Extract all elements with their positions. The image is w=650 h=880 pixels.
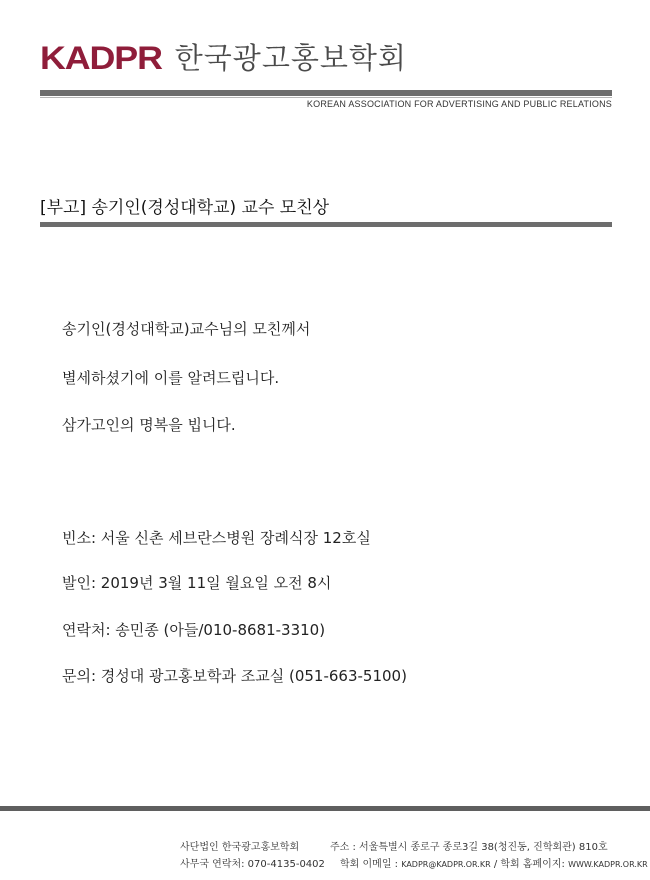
org-tagline: KOREAN ASSOCIATION FOR ADVERTISING AND PUBLIC RELATIONS bbox=[306, 99, 612, 109]
detail-funeral-hall: 빈소: 서울 신촌 세브란스병원 장례식장 12호실 bbox=[62, 529, 371, 547]
footer-org: 사단법인 한국광고홍보학회 bbox=[180, 842, 300, 853]
footer-office-phone: 사무국 연락처: 070-4135-0402 bbox=[180, 859, 325, 870]
detail-contact: 연락처: 송민종 (아들/010-8681-3310) bbox=[62, 621, 326, 639]
email-label: 학회 이메일 : bbox=[340, 859, 402, 870]
message-line-2: 별세하셨기에 이를 알려드립니다. bbox=[62, 369, 280, 387]
homepage-label: / 학회 홈페이지: bbox=[490, 859, 569, 870]
logo-mark: KADPR bbox=[40, 40, 162, 76]
footer-contact-line bbox=[340, 855, 648, 870]
org-name: 한국광고홍보학회 bbox=[174, 40, 407, 75]
detail-departure: 발인: 2019년 3월 11일 월요일 오전 8시 bbox=[62, 574, 332, 592]
message-line-1: 송기인(경성대학교)교수님의 모친께서 bbox=[62, 320, 311, 338]
header-divider-thin bbox=[40, 97, 612, 98]
title-divider bbox=[40, 222, 612, 227]
email-link[interactable]: KADPR@KADPR.OR.KR bbox=[401, 860, 491, 869]
detail-inquiry: 문의: 경성대 광고홍보학과 조교실 (051-663-5100) bbox=[62, 667, 407, 685]
footer-divider bbox=[0, 806, 650, 811]
homepage-link[interactable]: WWW.KADPR.OR.KR bbox=[568, 860, 648, 869]
header-divider bbox=[40, 90, 612, 96]
kadpr-logo bbox=[40, 42, 407, 74]
footer-address: 주소 : 서울특별시 종로구 종로3길 38(청진동, 진학회관) 810호 bbox=[330, 842, 608, 853]
notice-title: [부고] 송기인(경성대학교) 교수 모친상 bbox=[40, 198, 330, 218]
message-line-3: 삼가고인의 명복을 빕니다. bbox=[62, 416, 236, 434]
